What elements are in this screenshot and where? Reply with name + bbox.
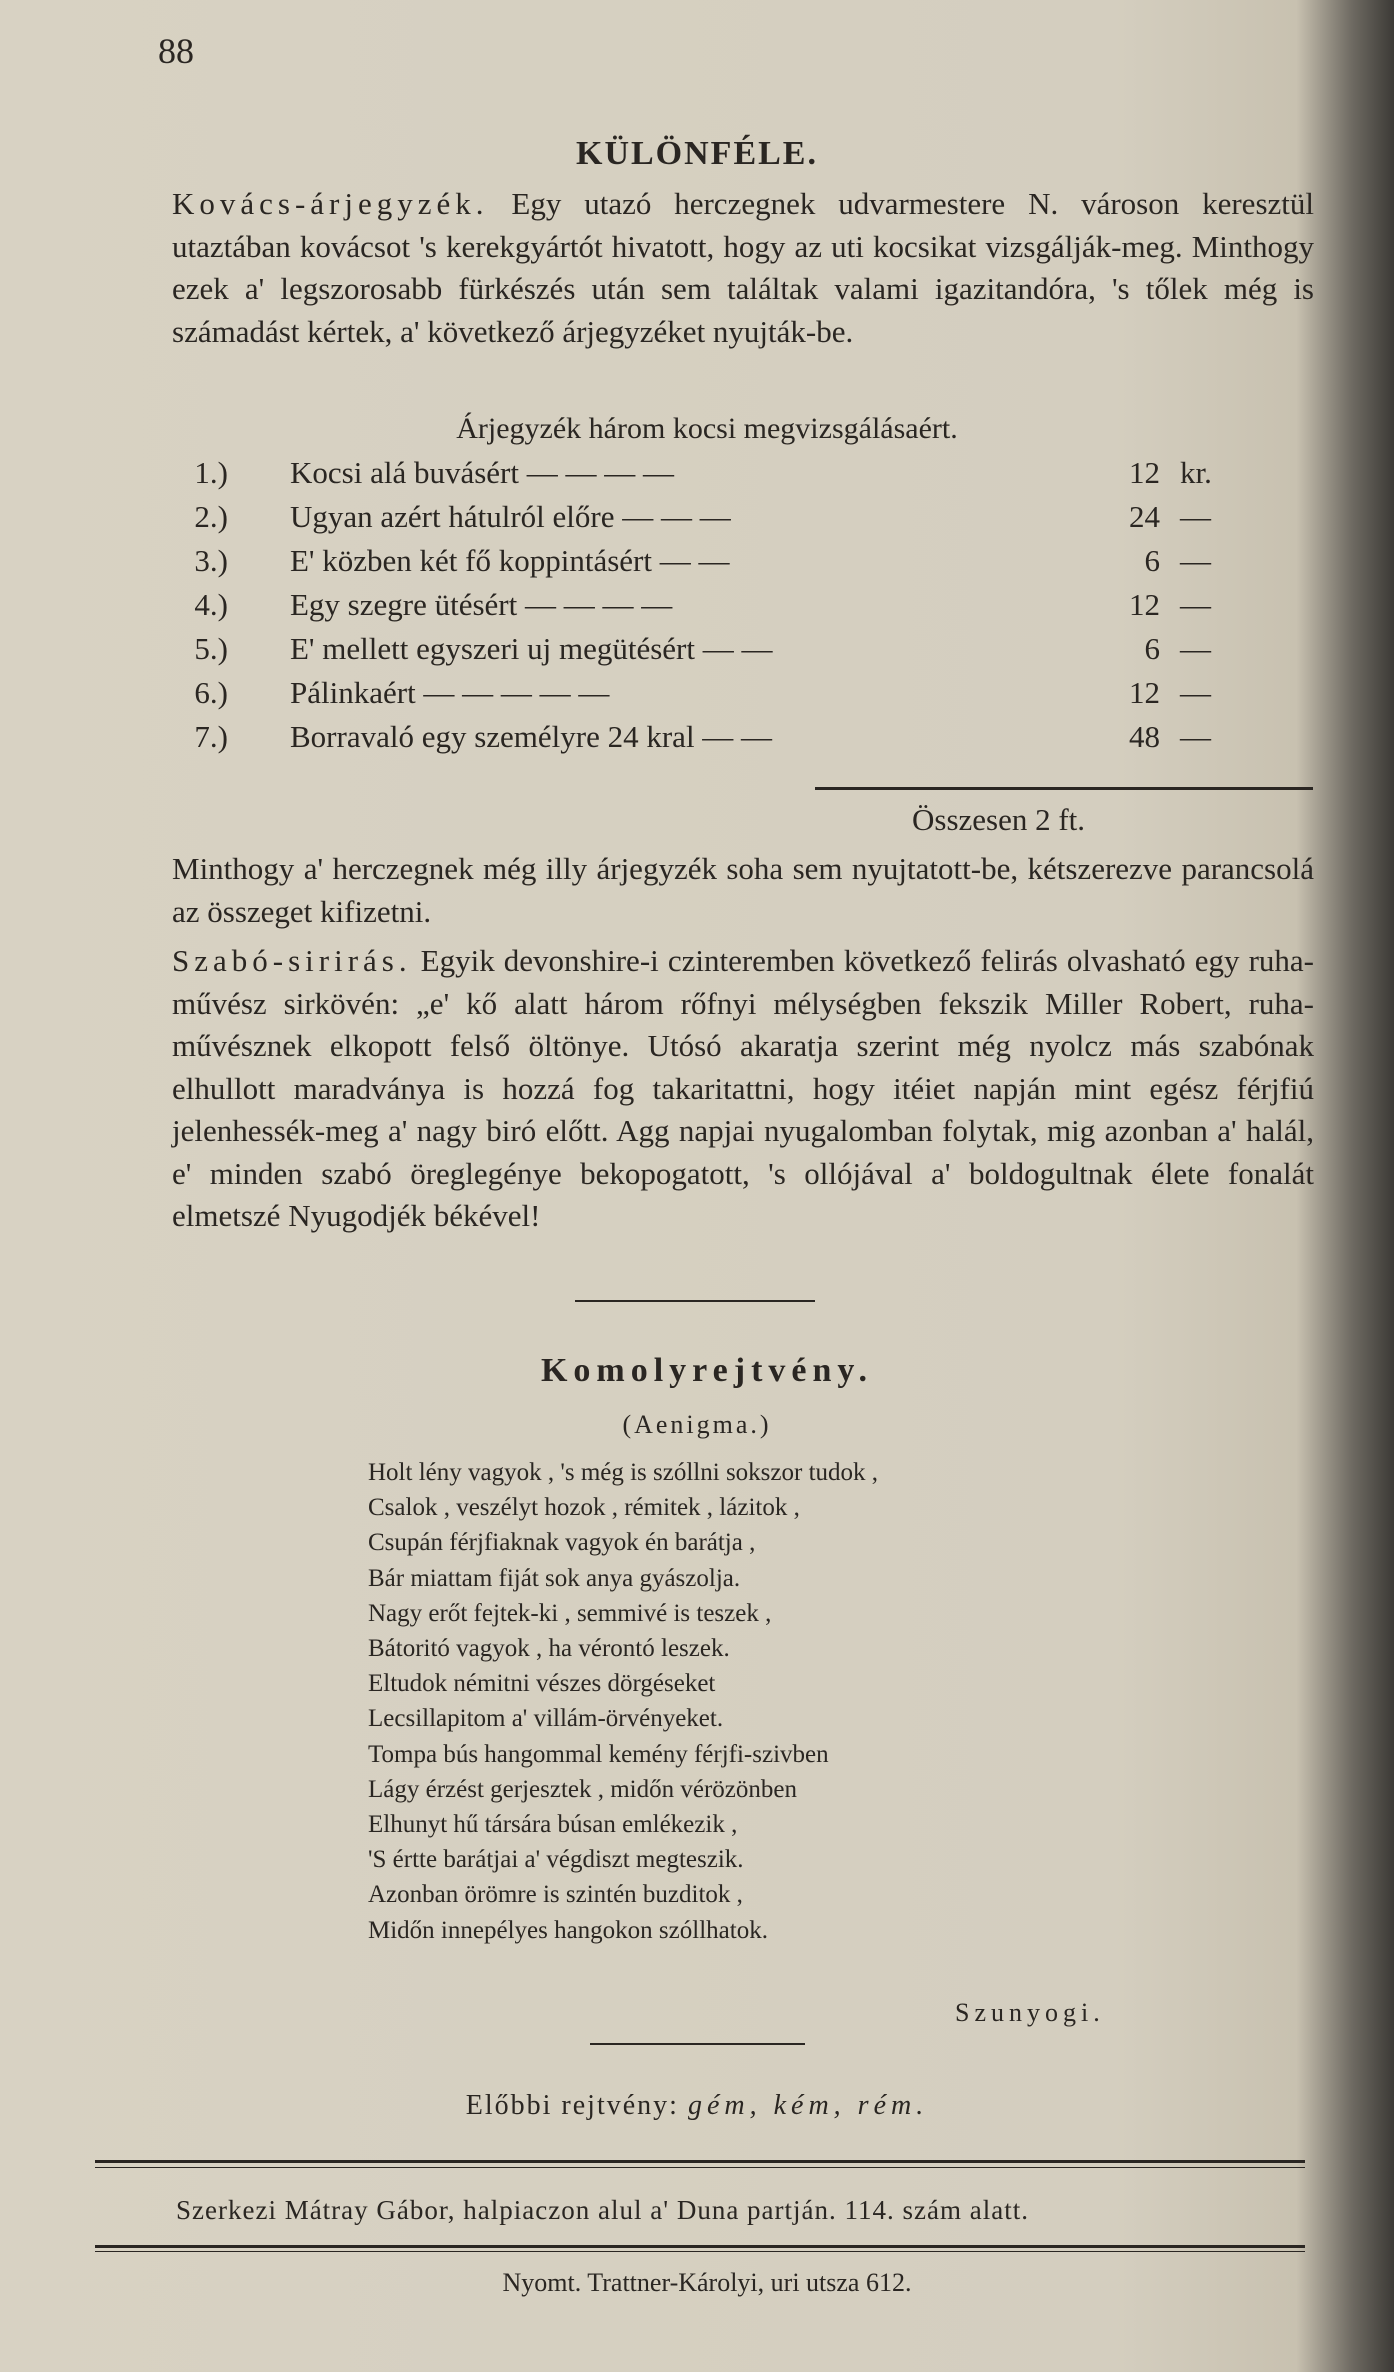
list-item [180,587,1211,631]
riddle-title: Komolyrejtvény. [540,1352,874,1389]
poem-line: Bátoritó vagyok , ha vérontó leszek. [368,1635,730,1663]
item-amount: 12 [1129,587,1160,622]
poem-line: Csalok , veszélyt hozok , rémitek , lázitok , [368,1494,800,1522]
poem-line: Tompa bús hangommal kemény férjfi-szivben [368,1740,829,1768]
price-list-title: Árjegyzék három kocsi megvizsgálásaért. [456,412,958,445]
item-label: E' közben két fő koppintásért — — [290,543,730,578]
item-number: 5.) [194,631,228,666]
poem-line: Nagy erőt fejtek-ki , semmivé is teszek , [368,1599,772,1627]
item-label: Borravaló egy személyre 24 kral — — [290,719,773,754]
item-number: 4.) [194,587,228,622]
article-szabo-text: Egyik devonshire-i czinteremben következő felirás olvasható egy ruha-művész sirkövén: „e' kő alatt három rőfnyi mélységben fekszik Miller Robert, ruha-művésznek elkopott felső öltönye. Utósó akaratja szerint még nyolcz más szabónak elhullott maradványa is hozzá fog takaritattni, hogy itéiet napján mint egész férjfiú jelenhessék-meg a' nagy biró előtt. Agg napjai nyugalomban folytak, mig azonban a' halál, e' minden szabó öreglegénye bekopogatott, 's ollójával a' boldogultnak élete fonalát elmetszé Nyugodjék békével! [172,943,1314,1233]
riddle-signature: Szunyogi. [955,1998,1105,2027]
poem-line: 'S értte barátjai a' végdiszt megteszik. [368,1846,744,1874]
list-item [180,631,1211,675]
riddle-subtitle: (Aenigma.) [622,1410,772,1439]
item-label: Kocsi alá buvásért — — — — [290,455,674,490]
article-szabo-lead: Szabó-sirirás. [172,943,412,978]
item-number: 7.) [194,719,228,754]
list-item [180,719,1211,763]
item-number: 3.) [194,543,228,578]
item-amount: 48 [1129,719,1160,754]
sum-rule [815,787,1313,790]
article-kovacs [172,183,1314,353]
list-item [180,499,1211,543]
printer-line: Nyomt. Trattner-Károlyi, uri utsza 612. [502,2268,912,2297]
poem-line: Azonban örömre is szintén buzditok , [368,1881,743,1909]
item-unit: — [1180,675,1211,710]
poem-line: Holt lény vagyok , 's még is szóllni sokszor tudok , [368,1459,879,1486]
article-kovacs-lead: Kovács-árjegyzék. [172,186,489,221]
footer-rule-bottom-thin [95,2251,1305,2252]
item-unit: — [1180,719,1211,754]
item-unit: kr. [1180,455,1212,490]
previous-riddle [0,2090,1394,2122]
article-szabo [172,940,1314,1238]
item-amount: 12 [1129,455,1160,490]
poem-line: Lágy érzést gerjesztek , midőn vérözönben [368,1775,797,1803]
footer-rule-top [95,2160,1305,2163]
footer-rule-bottom [95,2245,1305,2248]
item-number: 1.) [194,455,228,490]
item-label: Pálinkaért — — — — — [290,675,610,710]
item-unit: — [1180,587,1211,622]
riddle-poem [368,1455,878,1948]
item-label: E' mellett egyszeri uj megütésért — — [290,631,773,666]
item-amount: 24 [1129,499,1160,534]
page-number: 88 [158,31,194,71]
item-label: Egy szegre ütésért — — — — [290,587,673,622]
article-kovacs-closing: Minthogy a' herczegnek még illy árjegyzék soha sem nyujtatott-be, kétszerezve parancsolá az összeget kifizetni. [172,851,1314,929]
poem-line: Csupán férjfiaknak vagyok én barátja , [368,1529,756,1557]
item-label: Ugyan azért hátulról előre — — — [290,499,731,534]
riddle-divider [590,2043,805,2045]
previous-riddle-label: Előbbi rejtvény: [465,2090,679,2121]
item-number: 2.) [194,499,228,534]
footer-rule-top-thin [95,2167,1305,2168]
poem-line: Elhunyt hű társára búsan emlékezik , [368,1811,738,1839]
item-amount: 6 [1144,543,1160,578]
item-amount: 6 [1144,631,1160,666]
item-unit: — [1180,543,1211,578]
previous-riddle-answer: gém, kém, rém. [687,2090,929,2121]
list-item [180,675,1211,719]
editor-line: Szerkezi Mátray Gábor, halpiaczon alul a' Duna partján. 114. szám alatt. [176,2195,1029,2225]
list-item [180,543,1211,587]
item-unit: — [1180,499,1211,534]
section-divider [575,1300,815,1302]
item-amount: 12 [1129,675,1160,710]
poem-line: Eltudok némitni vészes dörgéseket [368,1670,716,1698]
item-number: 6.) [194,675,228,710]
poem-line: Bár miattam fiját sok anya gyászolja. [368,1564,741,1592]
article-kovacs-text: Egy utazó herczegnek udvarmestere N. városon keresztül utaztában kovácsot 's kerekgyártót hivatott, hogy az uti kocsikat vizsgálják-meg. Minthogy ezek a' legszorosabb fürkészés után sem találtak valami igazitandóra, 's tőlek még is számadást kértek, a' következő árjegyzéket nyujták-be. [172,186,1314,349]
section-heading: KÜLÖNFÉLE. [576,135,818,172]
price-total: Összesen 2 ft. [912,802,1086,837]
price-list [180,455,1212,763]
poem-line: Lecsillapitom a' villám-örvényeket. [368,1705,724,1733]
poem-line: Midőn innepélyes hangokon szóllhatok. [368,1916,768,1944]
item-unit: — [1180,631,1211,666]
list-item [180,455,1212,499]
